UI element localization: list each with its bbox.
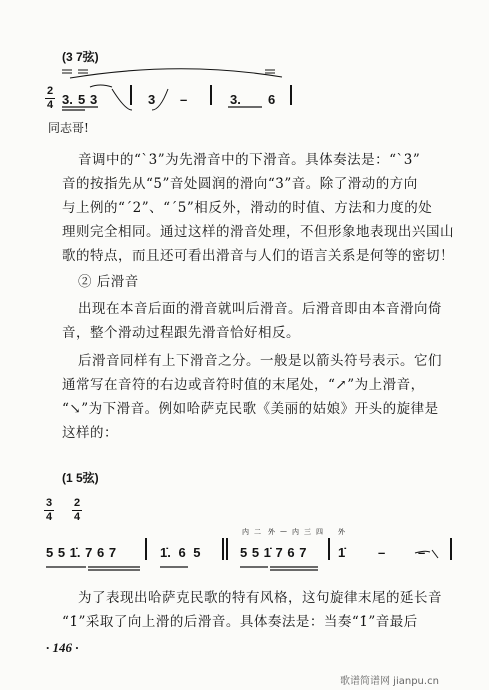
paragraph-1-line-1: 音调中的“ˋ3̇”为先滑音中的下滑音。具体奏法是：“ˋ3̇”: [78, 152, 421, 168]
paragraph-1-line-5: 歌的特点，而且还可看出滑音与人们的语言关系是何等的密切！: [62, 248, 454, 264]
example2-measure-3: 5 5 1̇ 7 6 7: [240, 545, 307, 560]
example2-score-lines: [0, 530, 489, 590]
example1-note-4: 3: [148, 92, 156, 107]
example1-note-6: 3.: [230, 92, 241, 107]
page-number: · 146 ·: [46, 640, 79, 655]
example2-time-signature-1: 3 4: [45, 497, 53, 523]
example1-note-2: 5: [78, 92, 86, 107]
example2-tuning: (1 5弦): [62, 471, 99, 485]
paragraph-2-line-1: 出现在本音后面的滑音就叫后滑音。后滑音即由本音滑向倚: [78, 301, 442, 317]
barline: [226, 538, 228, 560]
bowing-mark: —: [280, 527, 287, 535]
barline: [145, 538, 147, 560]
example2-measure-2: 1̇. 6 5: [160, 545, 201, 560]
barline: [290, 85, 292, 105]
paragraph-4-line-1: 为了表现出哈萨克民歌的特有风格，这句旋律末尾的延长音: [78, 590, 442, 606]
bowing-mark: 外: [268, 528, 275, 536]
barline: [450, 538, 452, 560]
paragraph-1-line-4: 理则完全相同。通过这样的滑音处理，不但形象地表现出兴国山: [62, 224, 454, 240]
example1-lyric: 同志哥!: [48, 121, 89, 135]
bowing-mark: 内: [242, 528, 249, 536]
example2-measure-4-dash: –: [418, 545, 426, 560]
example2-measure-4-dash: –: [378, 545, 386, 560]
section-heading: ② 后滑音: [78, 274, 139, 290]
paragraph-3-line-4: 这样的：: [62, 425, 118, 441]
example2-measure-1: 5 5 1̇. 7 6 7: [46, 545, 117, 560]
example1-note-7: 6: [268, 92, 276, 107]
example1-note-1: 3.: [62, 92, 73, 107]
bowing-mark: 内: [292, 528, 299, 536]
barline: [222, 538, 224, 560]
example2-time-signature-2: 2 4: [73, 497, 81, 523]
bowing-mark: 三: [304, 528, 311, 536]
example1-time-signature: 2 4: [46, 85, 54, 111]
bowing-mark: 四: [316, 528, 323, 536]
example1-note-3: 3: [90, 92, 98, 107]
paragraph-3-line-1: 后滑音同样有上下滑音之分。一般是以箭头符号表示。它们: [78, 353, 442, 369]
example1-note-5: –: [180, 92, 188, 107]
example2-measure-4-note: 1̇: [338, 545, 346, 560]
barline: [210, 85, 212, 105]
paragraph-1-line-3: 与上例的“ˊ2”、“ˊ5”相反外，滑动的时值、方法和力度的处: [62, 200, 433, 216]
watermark: 歌谱简谱网 jianpu.cn: [340, 676, 439, 687]
example1-tuning: (3 7弦): [62, 50, 99, 64]
bowing-mark: 外: [338, 528, 345, 536]
bowing-mark: 二: [254, 528, 261, 536]
paragraph-1-line-2: 音的按指先从“5̇”音处圆润的滑向“3̇”音。除了滑动的方向: [62, 176, 418, 192]
barline: [328, 538, 330, 560]
paragraph-3-line-3: “↘”为下滑音。例如哈萨克民歌《美丽的姑娘》开头的旋律是: [62, 401, 439, 417]
paragraph-3-line-2: 通常写在音符的右边或音符时值的末尾处，“↗”为上滑音，: [62, 377, 425, 393]
paragraph-4-line-2: “1̇”采取了向上滑的后滑音。具体奏法是：当奏“1̇”音最后: [62, 614, 418, 630]
barline: [130, 85, 132, 105]
paragraph-2-line-2: 音，整个滑动过程跟先滑音恰好相反。: [62, 325, 300, 341]
